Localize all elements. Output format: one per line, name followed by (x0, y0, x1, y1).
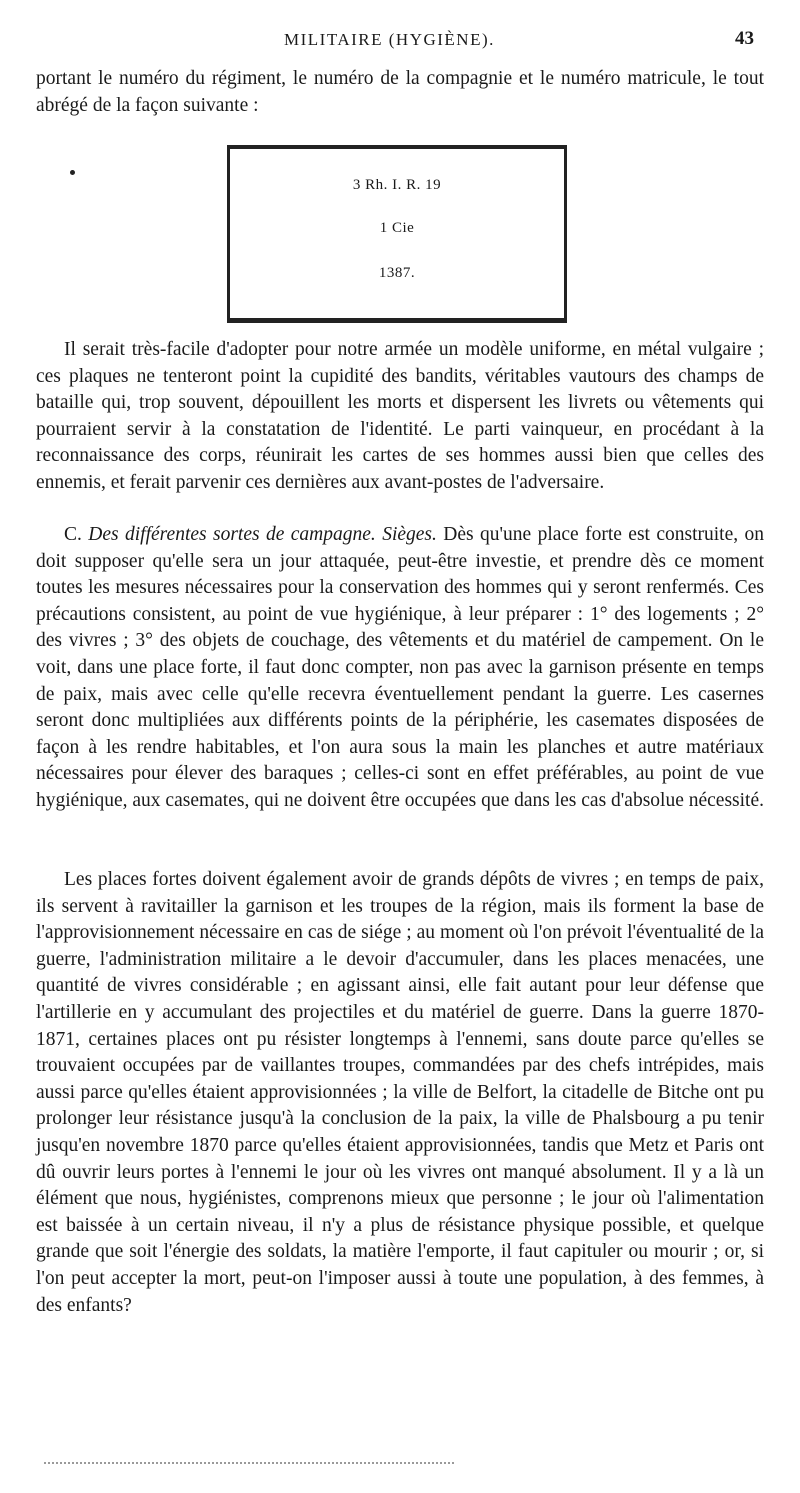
section-body: Dès qu'une place forte est construite, on doit supposer qu'elle sera un jour attaquée, peut-être investie, et prendre dès ce moment toutes les mesures nécessaires pour la conservation des hommes qui y seront renfermés. Ces précautions consistent, au point de vue hygiénique, à leur préparer : 1° des logements ; 2° des vivres ; 3° des objets de couchage, des vêtements et du matériel de campement. On le voit, dans une place forte, il faut donc compter, non pas avec la garnison présente en temps de paix, mais avec celle qu'elle recevra éventuellement pendant la guerre. Les casernes seront donc multipliées aux différents points de la périphérie, les casemates disposées de façon à les rendre habitables, et l'on aura sous la main les planches et autre matériaux nécessaires pour élever des baraques ; celles-ci sont en effet préférables, au point de vue hygiénique, aux casemates, qui ne doivent être occupées que dans les cas d'absolue nécessité. (36, 524, 765, 811)
paragraph-supplies: Les places fortes doivent également avoir de grands dépôts de vivres ; en temps de paix, ils servent à ravitailler la garnison et les troupes de la région, mais ils forment la base de l'approvisionnement nécessaire en cas de siége ; au moment où l'on prévoit l'éventualité de la guerre, l'administration militaire a le devoir d'accumuler, dans les places menacées, une quantité de vivres considérable ; en agissant ainsi, elle fait autant pour leur défense que l'artillerie en y accumulant des projectiles et du matériel de guerre. Dans la guerre 1870-1871, certaines places ont pu résister longtemps à l'ennemi, sans doute parce qu'elles se trouvaient occupées par de vaillantes troupes, commandées par des chefs intrépides, mais aussi parce qu'elles étaient approvisionnées ; la ville de Belfort, la citadelle de Bitche ont pu prolonger leur résistance jusqu'à la conclusion de la paix, la ville de Phalsbourg a pu tenir jusqu'en novembre 1870 parce qu'elles étaient approvisionnées, tandis que Metz et Paris ont dû ouvrir leurs portes à l'ennemi le jour où les vivres ont manqué absolument. Il y a là un élément que nous, hygiénistes, comprenons mieux que personne ; le jour où l'alimentation est baissée à un certain niveau, il n'y a plus de résistance physique possible, et quelque grande que soit l'énergie des soldats, la matière l'emporte, il faut capituler ou mourir ; or, si l'on peut accepter la mort, peut-on l'imposer aussi à toute une population, à des femmes, à des enfants? (36, 869, 764, 1316)
intro-paragraph: portant le numéro du régiment, le numéro de la compagnie et le numéro matricule, le tout abrégé de la façon suivante : (36, 68, 764, 116)
footer-rule (44, 1462, 454, 1464)
running-head (0, 30, 800, 60)
page-number: 43 (735, 28, 754, 49)
paragraph-sieges (36, 522, 764, 815)
running-title: MILITAIRE (HYGIÈNE). (284, 30, 495, 49)
section-letter: C. (64, 524, 82, 545)
identity-plate-figure (227, 145, 567, 323)
print-speck (70, 170, 75, 175)
plate-line-regiment: 3 Rh. I. R. 19 (352, 177, 442, 193)
plate-line-matricule: 1387. (378, 265, 416, 281)
section-heading: Des différentes sortes de campagne. Sièges. (88, 524, 437, 545)
plate-line-company: 1 Cie (379, 220, 415, 236)
paragraph-identity-plates: Il serait très-facile d'adopter pour notre armée un modèle uniforme, en métal vulgaire ; ces plaques ne tenteront point la cupidité des bandits, véritables vautours des champs de bataille qui, trop souvent, dépouillent les morts et dispersent les livrets ou vêtements qui pourraient servir à la constatation de l'identité. Le parti vainqueur, en procédant à la reconnaissance des corps, réunirait les cartes de ses hommes aussi bien que celles des ennemis, et ferait parvenir ces dernières aux avant-postes de l'adversaire. (36, 339, 764, 493)
